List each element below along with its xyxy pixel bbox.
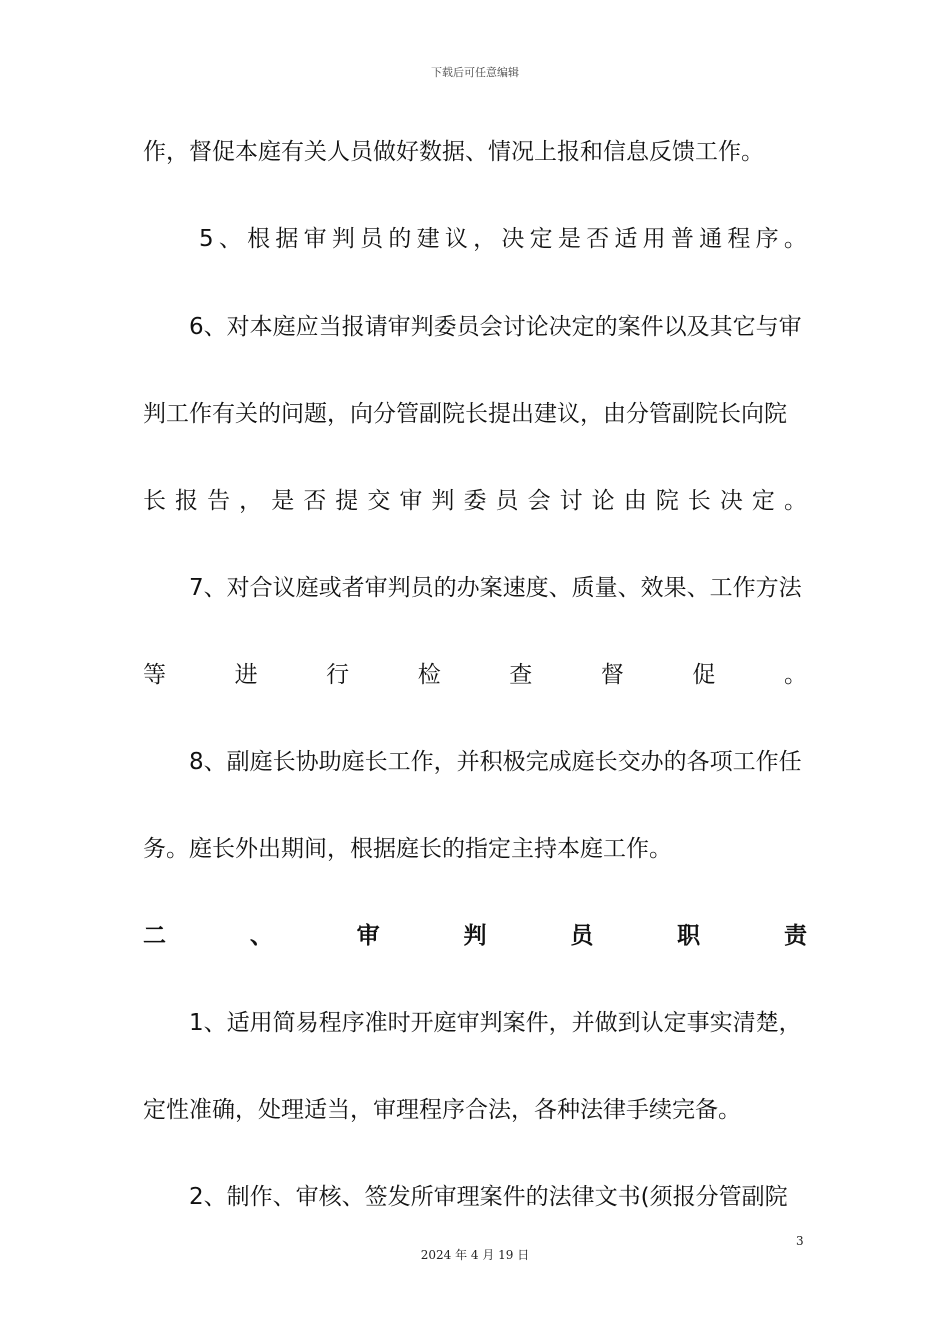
glyph: 交 (367, 488, 391, 514)
glyph: 判 (463, 923, 487, 949)
glyph: ， (473, 226, 497, 252)
page-header: 下载后可任意编辑 (431, 66, 519, 79)
glyph: 据 (275, 226, 299, 252)
body-line-1: 作，督促本庭有关人员做好数据、情况上报和信息反馈工作。 (143, 139, 764, 165)
glyph: 是 (271, 488, 295, 514)
glyph: 报 (175, 488, 199, 514)
glyph: 建 (416, 226, 440, 252)
glyph: 决 (719, 488, 743, 514)
glyph: 论 (591, 488, 615, 514)
glyph: 。 (783, 662, 807, 688)
glyph: 提 (335, 488, 359, 514)
glyph: 根 (247, 226, 271, 252)
page-footer-date: 2024 年 4 月 19 日 (420, 1248, 530, 1262)
glyph: 判 (331, 226, 355, 252)
glyph: 否 (303, 488, 327, 514)
glyph: 员 (570, 923, 594, 949)
glyph: 促 (692, 662, 716, 688)
glyph: 适 (614, 226, 638, 252)
glyph: 判 (431, 488, 455, 514)
glyph: 院 (655, 488, 679, 514)
glyph: 议 (444, 226, 468, 252)
glyph: 。 (783, 226, 807, 252)
glyph: ， (239, 488, 263, 514)
body-line-8: 8、副庭长协助庭长工作，并积极完成庭长交办的各项工作任 (189, 749, 802, 775)
glyph: 员 (495, 488, 519, 514)
glyph: 、 (218, 226, 242, 252)
glyph: 长 (687, 488, 711, 514)
glyph: 否 (586, 226, 610, 252)
body-line-2 (143, 223, 807, 255)
glyph: 普 (670, 226, 694, 252)
glyph: 告 (207, 488, 231, 514)
glyph: 。 (783, 488, 807, 514)
body-line-5 (143, 485, 807, 517)
glyph: 决 (501, 226, 525, 252)
glyph: 是 (557, 226, 581, 252)
glyph: 检 (417, 662, 441, 688)
glyph: 定 (751, 488, 775, 514)
body-line-11: 定性准确，处理适当，审理程序合法，各种法律手续完备。 (143, 1097, 741, 1123)
body-line-12: 2、制作、审核、签发所审理案件的法律文书(须报分管副院 (189, 1184, 788, 1210)
glyph: 用 (642, 226, 666, 252)
glyph: 查 (509, 662, 533, 688)
body-line-9: 务。庭长外出期间，根据庭长的指定主持本庭工作。 (143, 836, 672, 862)
glyph: 、 (249, 923, 273, 949)
glyph: 进 (234, 662, 258, 688)
glyph: 审 (399, 488, 423, 514)
glyph: 员 (360, 226, 384, 252)
page-number: 3 (796, 1234, 804, 1248)
glyph: 由 (623, 488, 647, 514)
glyph: 序 (755, 226, 779, 252)
glyph: 5 (199, 226, 214, 252)
glyph: 定 (529, 226, 553, 252)
body-line-6: 7、对合议庭或者审判员的办案速度、质量、效果、工作方法 (189, 575, 802, 601)
glyph: 责 (783, 923, 807, 949)
glyph: 二 (143, 923, 166, 949)
glyph: 讨 (559, 488, 583, 514)
body-line-7 (143, 659, 807, 691)
glyph: 通 (699, 226, 723, 252)
glyph: 的 (388, 226, 412, 252)
glyph: 程 (727, 226, 751, 252)
section-heading (143, 920, 807, 952)
glyph: 等 (143, 662, 166, 688)
glyph: 职 (677, 923, 701, 949)
glyph: 审 (356, 923, 380, 949)
body-line-10: 1、适用简易程序准时开庭审判案件，并做到认定事实清楚， (189, 1010, 802, 1036)
body-line-3: 6、对本庭应当报请审判委员会讨论决定的案件以及其它与审 (189, 314, 802, 340)
glyph: 委 (463, 488, 487, 514)
glyph: 行 (326, 662, 350, 688)
glyph: 审 (303, 226, 327, 252)
glyph: 长 (143, 488, 166, 514)
glyph: 会 (527, 488, 551, 514)
body-line-4: 判工作有关的问题，向分管副院长提出建议，由分管副院长向院 (143, 401, 787, 427)
glyph: 督 (600, 662, 624, 688)
